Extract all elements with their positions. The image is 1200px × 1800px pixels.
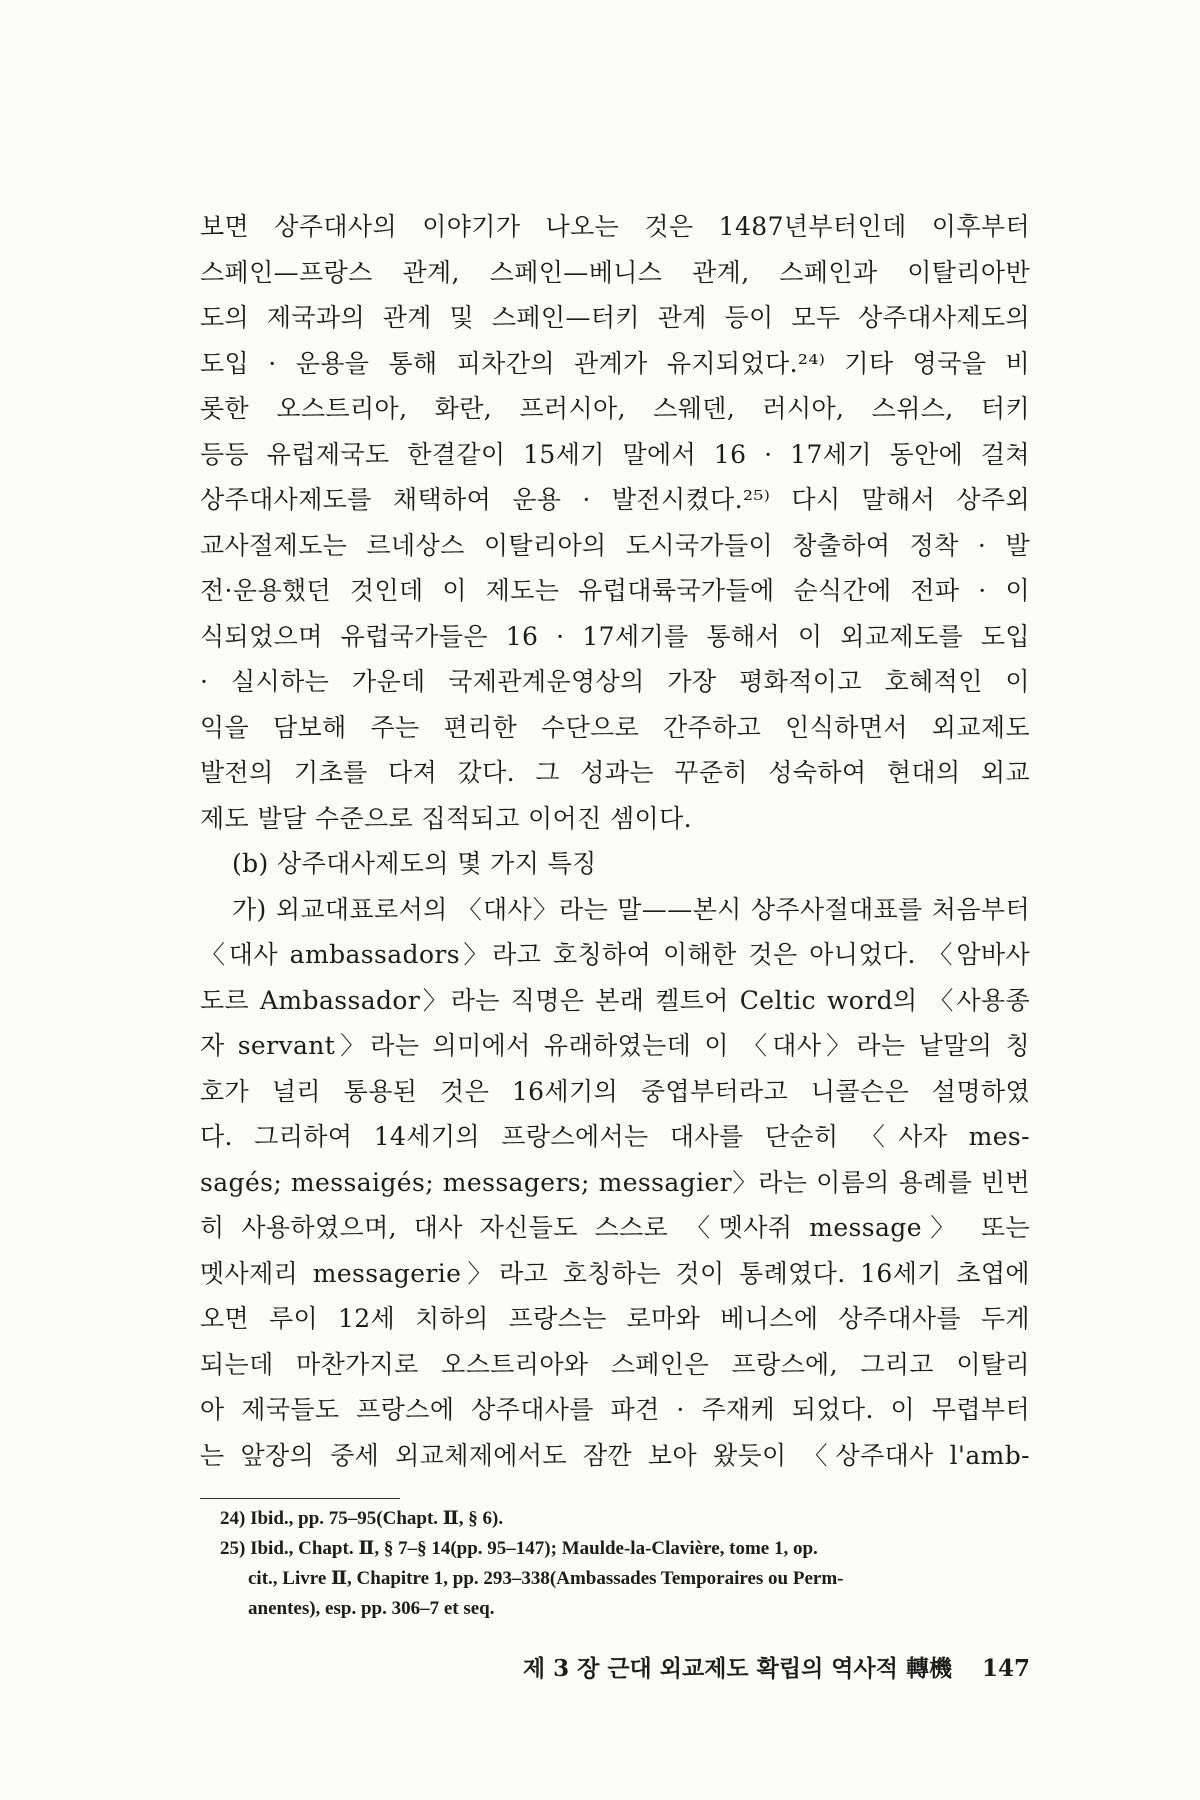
body-line: 롯한 오스트리아, 화란, 프러시아, 스웨덴, 러시아, 스위스, 터키: [200, 394, 1030, 423]
body-line: 교사절제도는 르네상스 이탈리아의 도시국가들이 창출하여 정착 · 발: [200, 530, 1030, 560]
body-line: 발전의 기초를 다져 갔다. 그 성과는 꾸준히 성숙하여 현대의 외교: [200, 758, 1030, 787]
footnote-24: 24) Ibid., pp. 75–95(Chapt. Ⅱ, § 6).: [220, 1508, 504, 1529]
body-line: 히 사용하였으며, 대사 자신들도 스스로 〈멧사쥐 message〉 또는: [200, 1213, 1030, 1242]
footnote-divider: [200, 1498, 400, 1499]
body-line: 멧사제리 messagerie〉라고 호칭하는 것이 통례였다. 16세기 초엽에: [200, 1258, 1030, 1288]
body-line: · 실시하는 가운데 국제관계운영상의 가장 평화적이고 호혜적인 이: [200, 667, 1030, 696]
body-line: 상주대사제도를 채택하여 운용 · 발전시켰다.²⁵⁾ 다시 말해서 상주외: [200, 485, 1030, 514]
body-text: [200, 204, 1030, 1478]
body-line: 스페인—프랑스 관계, 스페인—베니스 관계, 스페인과 이탈리아반: [200, 257, 1030, 287]
body-line: sagés; messaigés; messagers; messagier〉라는 이름의 용례를 빈번: [200, 1167, 1030, 1197]
chapter-title: 제 3 장 근대 외교제도 확립의 역사적 轉機: [522, 1655, 952, 1682]
body-line: 익을 담보해 주는 편리한 수단으로 간주하고 인식하면서 외교제도: [200, 712, 1030, 742]
body-line: 보면 상주대사의 이야기가 나오는 것은 1487년부터인데 이후부터: [200, 212, 1030, 241]
body-line: 도입 · 운용을 통해 피차간의 관계가 유지되었다.²⁴⁾ 기타 영국을 비: [200, 348, 1030, 378]
body-line: 등등 유럽제국도 한결같이 15세기 말에서 16 · 17세기 동안에 걸쳐: [200, 439, 1030, 469]
body-line: 〈대사 ambassadors〉라고 호칭하여 이해한 것은 아니었다. 〈암바사: [200, 940, 1030, 969]
body-line: 호가 널리 통용된 것은 16세기의 중엽부터라고 니콜슨은 설명하였: [200, 1076, 1030, 1106]
body-line: 아 제국들도 프랑스에 상주대사를 파견 · 주재케 되었다. 이 무렵부터: [200, 1395, 1030, 1424]
body-line: 다. 그리하여 14세기의 프랑스에서는 대사를 단순히 〈사자 mes-: [200, 1122, 1030, 1151]
section-heading: (b) 상주대사제도의 몇 가지 특징: [232, 849, 597, 878]
running-footer: [470, 1650, 1030, 1683]
body-line: 전·운용했던 것인데 이 제도는 유럽대륙국가들에 순식간에 전파 · 이: [200, 576, 1030, 605]
body-line: 도의 제국과의 관계 및 스페인—터키 관계 등이 모두 상주대사제도의: [200, 303, 1030, 332]
footnote-25-continued: cit., Livre Ⅱ, Chapitre 1, pp. 293–338(Ambassades Temporaires ou Perm-: [248, 1568, 844, 1589]
body-line: 식되었으며 유럽국가들은 16 · 17세기를 통해서 이 외교제도를 도입: [200, 621, 1030, 651]
footnotes: [220, 1504, 1030, 1624]
body-line: 되는데 마찬가지로 오스트리아와 스페인은 프랑스에, 그리고 이탈리: [200, 1349, 1030, 1379]
body-line: 가) 외교대표로서의 〈대사〉라는 말——본시 상주사절대표를 처음부터: [232, 894, 1030, 924]
body-line: 는 앞장의 중세 외교체제에서도 잠깐 보아 왔듯이 〈상주대사 l'amb-: [200, 1440, 1030, 1470]
body-line: 도르 Ambassador〉라는 직명은 본래 켈트어 Celtic word의 〈사용종: [200, 985, 1030, 1015]
body-line: 자 servant〉라는 의미에서 유래하였는데 이 〈대사〉라는 낱말의 칭: [200, 1031, 1030, 1060]
footnote-25: 25) Ibid., Chapt. Ⅱ, § 7–§ 14(pp. 95–147); Maulde-la-Clavière, tome 1, op.: [220, 1538, 818, 1559]
body-line: 오면 루이 12세 치하의 프랑스는 로마와 베니스에 상주대사를 두게: [200, 1304, 1030, 1333]
page-number: 147: [981, 1655, 1030, 1682]
footnote-25-continued: anentes), esp. pp. 306–7 et seq.: [248, 1598, 495, 1619]
body-line: 제도 발달 수준으로 집적되고 이어진 셈이다.: [200, 803, 692, 833]
